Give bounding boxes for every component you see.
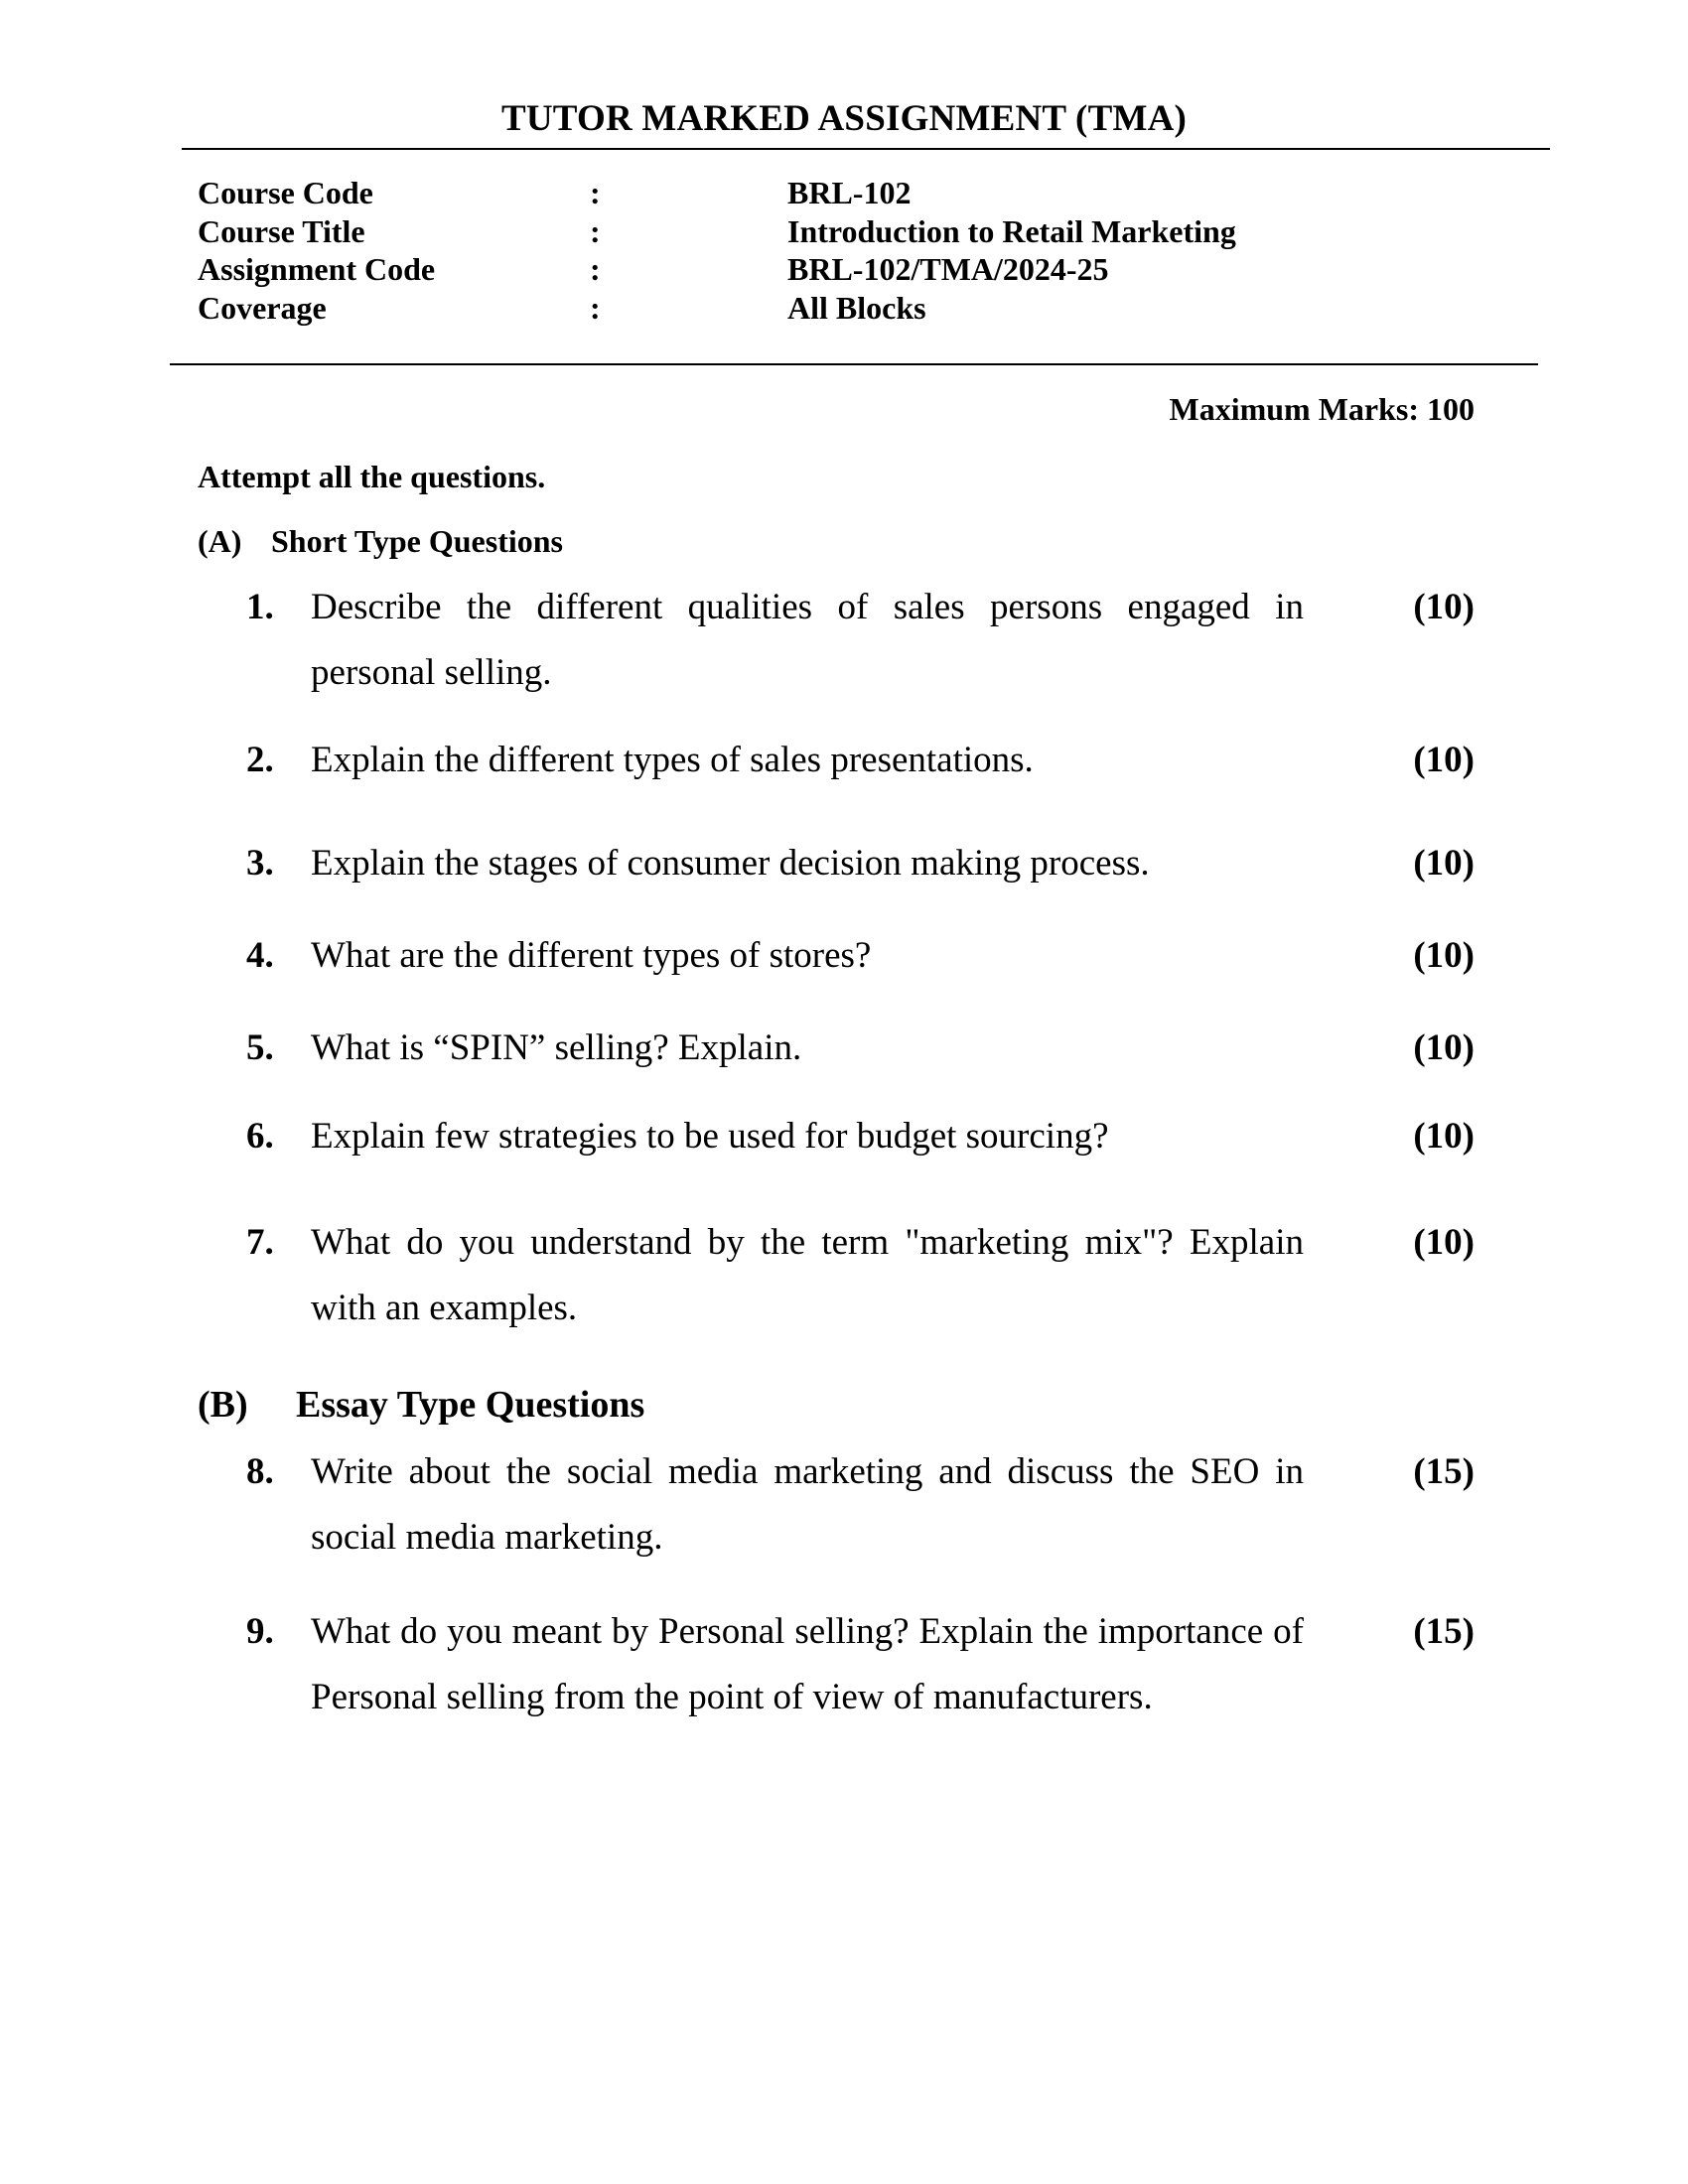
header-divider-top	[182, 148, 1550, 150]
section-b-title: Essay Type Questions	[296, 1384, 645, 1426]
course-code-colon: :	[590, 175, 601, 210]
question-text: What is “SPIN” selling? Explain.	[311, 1027, 802, 1068]
question-text: Write about the social media marketing and discuss the SEO in social media marketing.	[311, 1451, 1304, 1558]
course-title-label: Course Title	[198, 212, 365, 249]
question-number: 2.	[246, 740, 274, 780]
assignment-code-value: BRL-102/TMA/2024-25	[787, 251, 1109, 287]
question-marks: (10)	[1413, 1027, 1475, 1068]
question-marks: (10)	[1413, 843, 1475, 884]
question-number: 6.	[246, 1116, 274, 1157]
question-marks: (10)	[1413, 740, 1475, 780]
coverage-colon: :	[590, 289, 601, 326]
maximum-marks: Maximum Marks: 100	[1169, 391, 1475, 427]
section-a-heading	[198, 521, 563, 561]
course-code-label: Course Code	[198, 175, 373, 210]
question-text: Explain the different types of sales presentations.	[311, 740, 1034, 780]
question-text: Explain few strategies to be used for budget sourcing?	[311, 1116, 1109, 1157]
section-b-letter: (B)	[198, 1384, 248, 1426]
question-marks: (10)	[1413, 1222, 1475, 1263]
question-text: Explain the stages of consumer decision making process.	[311, 843, 1150, 884]
course-title-value: Introduction to Retail Marketing	[787, 212, 1236, 249]
question-number: 3.	[246, 843, 274, 884]
page-title: TUTOR MARKED ASSIGNMENT (TMA)	[500, 98, 1188, 139]
course-code-value: BRL-102	[787, 175, 912, 210]
question-marks: (10)	[1413, 935, 1475, 976]
question-number: 9.	[246, 1611, 274, 1652]
question-marks: (10)	[1413, 587, 1475, 627]
section-a-letter: (A)	[198, 523, 242, 559]
instruction-text: Attempt all the questions.	[198, 459, 546, 494]
question-text: Describe the different qualities of sales persons engaged in personal selling.	[311, 587, 1304, 693]
question-number: 5.	[246, 1027, 274, 1068]
question-marks: (10)	[1413, 1116, 1475, 1157]
course-title-colon: :	[590, 212, 601, 249]
header-divider-bottom	[170, 363, 1538, 365]
question-marks: (15)	[1413, 1451, 1475, 1492]
question-number: 1.	[246, 587, 274, 627]
section-a-title: Short Type Questions	[271, 523, 563, 559]
question-text: What do you meant by Personal selling? Explain the importance of Personal selling from the point of view of manufacturers.	[311, 1611, 1304, 1717]
section-b-heading	[198, 1382, 645, 1428]
assignment-code-colon: :	[590, 251, 601, 287]
question-number: 7.	[246, 1222, 274, 1263]
question-number: 8.	[246, 1451, 274, 1492]
coverage-label: Coverage	[198, 289, 327, 326]
assignment-code-label: Assignment Code	[198, 251, 436, 287]
question-text: What are the different types of stores?	[311, 935, 872, 976]
question-marks: (15)	[1413, 1611, 1475, 1652]
question-number: 4.	[246, 935, 274, 976]
coverage-value: All Blocks	[787, 289, 926, 326]
question-text: What do you understand by the term "marketing mix"? Explain with an examples.	[311, 1222, 1304, 1328]
